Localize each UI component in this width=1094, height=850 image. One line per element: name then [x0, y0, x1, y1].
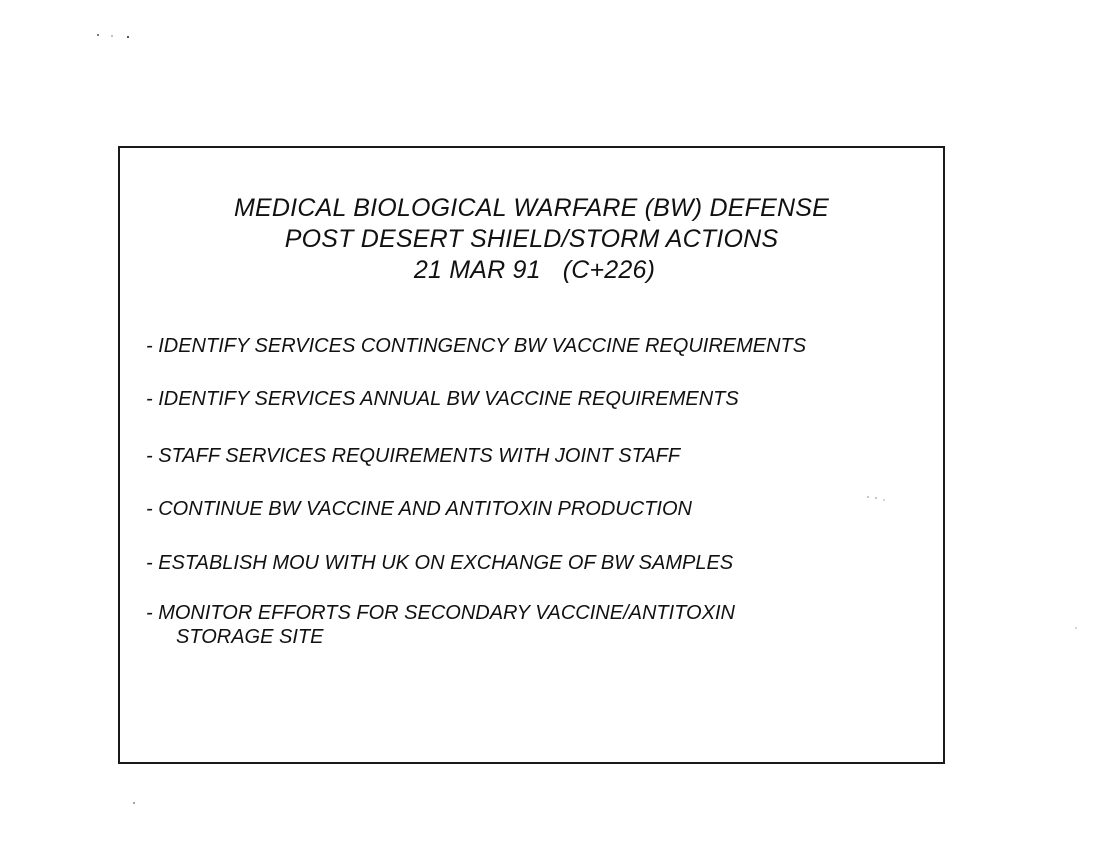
action-item-text: - ESTABLISH MOU WITH UK ON EXCHANGE OF BW SAMPLES [146, 552, 734, 574]
action-item-text: - IDENTIFY SERVICES ANNUAL BW VACCINE REQUIREMENTS [146, 388, 739, 410]
slide-code: (C+226) [562, 256, 656, 284]
action-item-text: - CONTINUE BW VACCINE AND ANTITOXIN PRODUCTION [146, 498, 692, 520]
action-list [146, 334, 806, 649]
action-item-text: - IDENTIFY SERVICES CONTINGENCY BW VACCINE REQUIREMENTS [146, 335, 807, 357]
action-item [146, 334, 806, 358]
action-item [146, 551, 806, 575]
action-item-text: - MONITOR EFFORTS FOR SECONDARY VACCINE/ANTITOXIN [146, 602, 735, 624]
slide-frame [118, 146, 945, 764]
slide-title [120, 193, 943, 286]
action-item [146, 497, 806, 521]
action-item-text: - STAFF SERVICES REQUIREMENTS WITH JOINT STAFF [146, 445, 681, 467]
action-item [146, 601, 806, 649]
slide-date: 21 MAR 91 [413, 256, 541, 284]
title-date-line [120, 255, 943, 286]
title-line-2: POST DESERT SHIELD/STORM ACTIONS [284, 225, 779, 253]
action-item [146, 444, 806, 468]
title-line-1: MEDICAL BIOLOGICAL WARFARE (BW) DEFENSE [234, 194, 829, 222]
action-item [146, 387, 806, 411]
action-item-continuation: STORAGE SITE [176, 626, 324, 648]
